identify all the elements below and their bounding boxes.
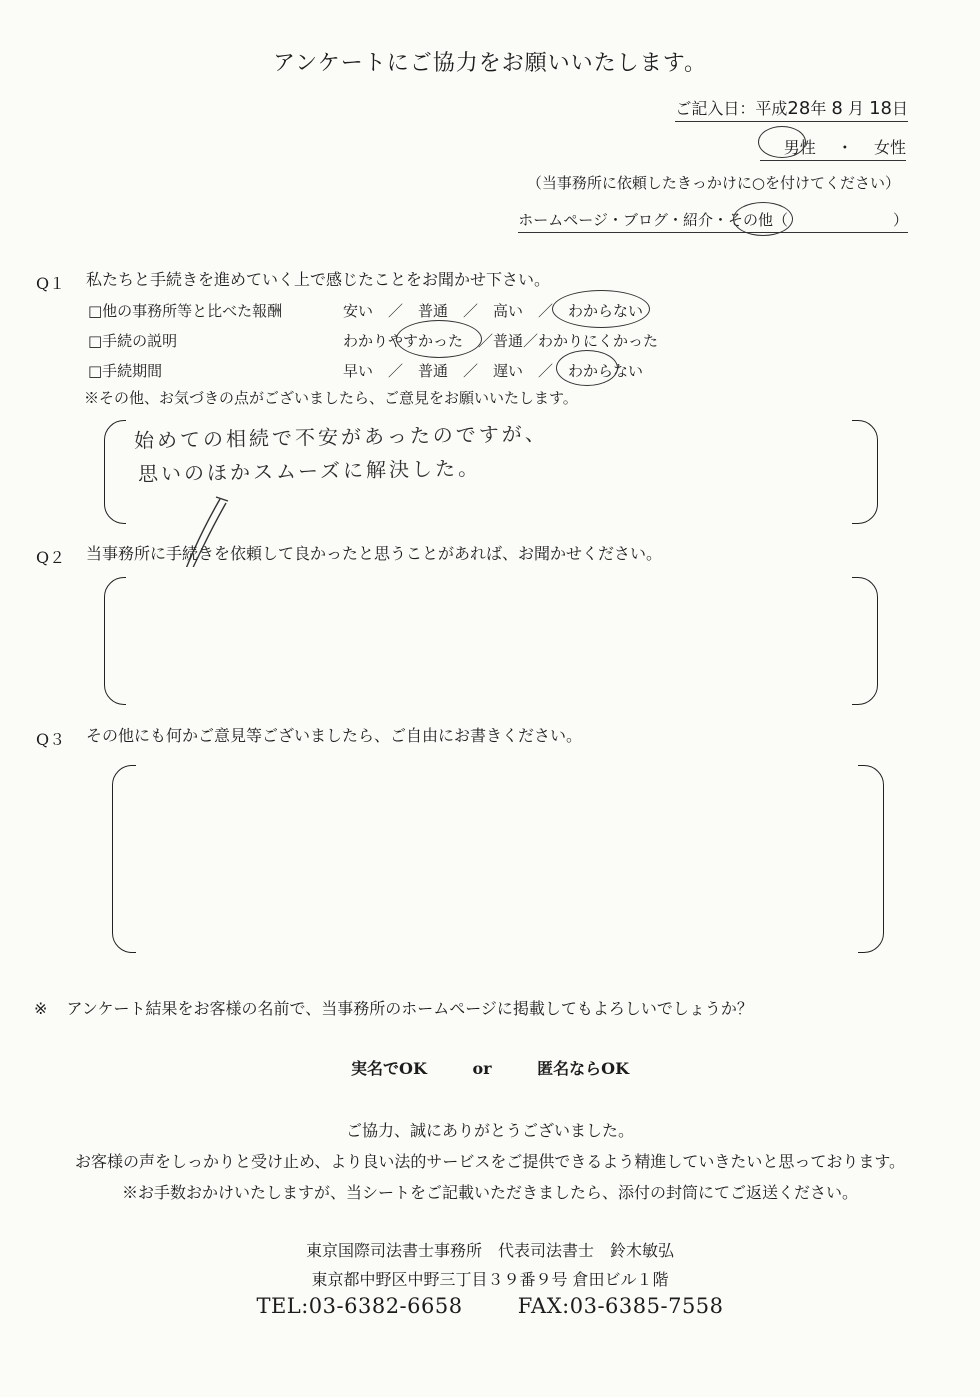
gender-male-option[interactable]: 男性	[783, 138, 816, 157]
date-month-suffix: 月	[847, 99, 864, 118]
date-year-suffix: 年	[810, 99, 827, 118]
office-tel: TEL:03-6382-6658	[256, 1294, 463, 1318]
q1-period-label[interactable]: □手続期間	[88, 362, 163, 380]
q1-explanation-label[interactable]: □手続の説明	[88, 332, 178, 350]
q1-fee-options[interactable]: 安い ／ 普通 ／ 高い ／ わからない	[343, 302, 644, 320]
q1-handwritten-line1: 始めての相続で不安があったのですが、	[133, 421, 549, 453]
q2-question: 当事務所に手続きを依頼して良かったと思うことがあれば、お聞かせください。	[86, 544, 663, 563]
gender-female-option[interactable]: 女性	[873, 138, 906, 157]
q1-explanation-options[interactable]: わかりやすかった ／普通／わかりにくかった	[343, 332, 659, 350]
office-address: 東京都中野区中野三丁目３９番９号 倉田ビル１階	[311, 1270, 669, 1289]
q1-period-answer-circle	[556, 350, 618, 386]
survey-title: アンケートにご協力をお願いいたします。	[273, 51, 707, 76]
office-fax: FAX:03-6385-7558	[517, 1294, 724, 1318]
source-other-option[interactable]: その他	[727, 211, 773, 229]
publication-consent-question	[34, 996, 753, 1019]
q1-period-options[interactable]: 早い ／ 普通 ／ 遅い ／ わからない	[343, 362, 644, 380]
date-label: ご記入日：平成	[675, 99, 788, 118]
gender-male-circle	[758, 126, 806, 158]
q3-number: Q３	[36, 730, 66, 749]
q3-question: その他にも何かご意見等ございましたら、ご自由にお書きください。	[86, 726, 583, 745]
thanks-line-1: ご協力、誠にありがとうございました。	[345, 1121, 634, 1140]
date-month: 8	[831, 98, 843, 119]
q1-comment-prompt: ※その他、お気づきの点がございましたら、ご意見をお願いいたします。	[84, 389, 578, 407]
q2-number: Q２	[36, 548, 66, 567]
consent-mark: ※	[34, 999, 48, 1018]
date-year: 28	[787, 98, 811, 119]
referral-source[interactable]	[518, 209, 908, 233]
q1-question: 私たちと手続きを進めていく上で感じたことをお聞かせ下さい。	[86, 270, 551, 289]
thanks-line-2: お客様の声をしっかりと受け止め、より良い法的サービスをご提供できるよう精進していきたいと思っております。	[74, 1152, 906, 1171]
trigger-instruction: （当事務所に依頼したきっかけに○を付けてください）	[526, 174, 900, 192]
consent-options[interactable]	[0, 1056, 980, 1079]
consent-or: or	[472, 1059, 492, 1078]
entry-date[interactable]	[675, 96, 908, 122]
date-day-suffix: 日	[891, 99, 908, 118]
return-instruction: ※お手数おかけいたしますが、当シートをご記載いただきましたら、添付の封筒にてご返送ください。	[121, 1183, 858, 1202]
source-other-blank[interactable]: （ ）	[772, 211, 908, 229]
q1-number: Q１	[36, 274, 66, 293]
q1-handwritten-line2: 思いのほかスムーズに解決した。	[137, 456, 482, 486]
office-contact	[0, 1294, 980, 1318]
consent-text: アンケート結果をお客様の名前で、当事務所のホームページに掲載してもよろしいでしょうか？	[66, 999, 753, 1018]
consent-real-name-option[interactable]: 実名でOK	[351, 1059, 427, 1078]
date-day: 18	[869, 98, 892, 119]
source-other-circle	[733, 202, 793, 236]
office-name: 東京国際司法書士事務所 代表司法書士 鈴木敏弘	[305, 1241, 674, 1260]
source-options[interactable]: ホームページ・ブログ・紹介・	[518, 211, 728, 229]
q1-fee-answer-circle	[552, 290, 650, 328]
q1-explanation-answer-circle	[396, 320, 482, 358]
q1-fee-label[interactable]: □他の事務所等と比べた報酬	[88, 302, 283, 320]
gender-separator: ・	[836, 138, 853, 157]
consent-anonymous-option[interactable]: 匿名ならOK	[537, 1059, 629, 1078]
